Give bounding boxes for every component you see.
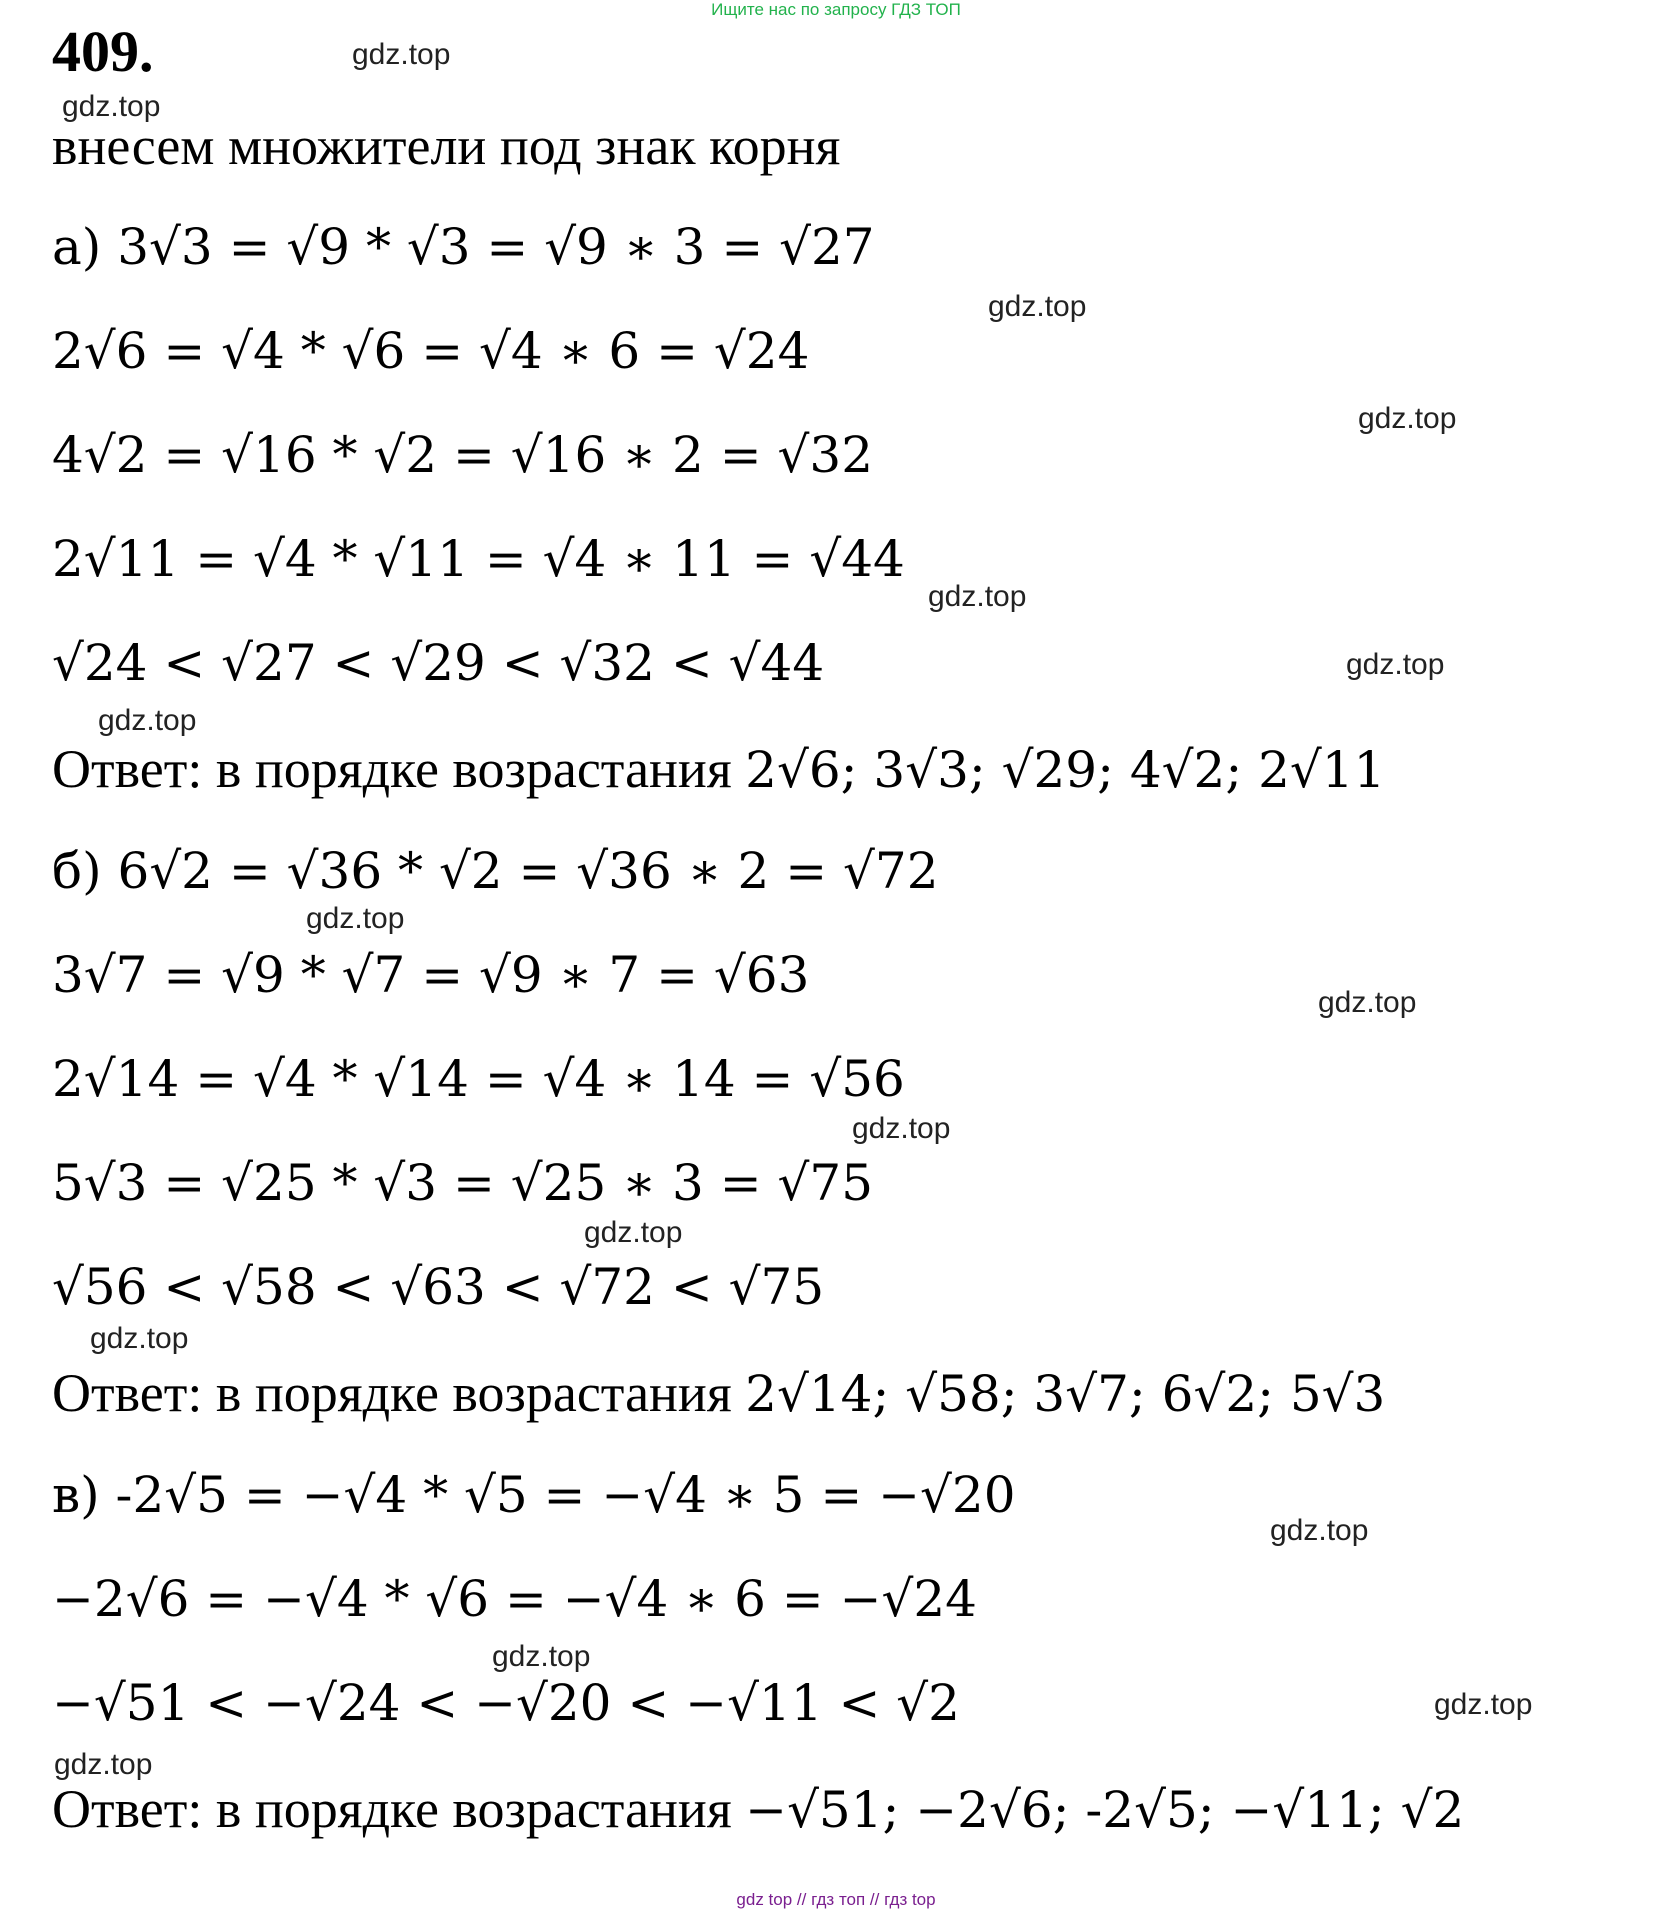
heading: внесем множители под знак корня: [52, 116, 841, 176]
watermark: gdz.top: [1270, 1514, 1369, 1547]
part-b-comparison: √56 < √58 < √63 < √72 < √75: [52, 1258, 825, 1316]
watermark: gdz.top: [98, 704, 197, 737]
watermark: gdz.top: [1358, 402, 1457, 435]
part-b-answer: [52, 1362, 1385, 1424]
answer-sequence: 2√14; √58; 3√7; 6√2; 5√3: [745, 1365, 1386, 1423]
part-a-answer: [52, 738, 1385, 800]
part-c-answer: [52, 1778, 1464, 1840]
part-c-line-1: в) -2√5 = −√4 * √5 = −√4 ∗ 5 = −√20: [52, 1466, 1016, 1524]
watermark: gdz.top: [988, 290, 1087, 323]
watermark: gdz.top: [928, 580, 1027, 613]
part-b-line-2: 3√7 = √9 * √7 = √9 ∗ 7 = √63: [52, 946, 810, 1004]
part-c-line-2: −2√6 = −√4 * √6 = −√4 ∗ 6 = −√24: [52, 1570, 977, 1628]
watermark: gdz.top: [54, 1748, 153, 1781]
part-b-line-1: б) 6√2 = √36 * √2 = √36 ∗ 2 = √72: [52, 842, 939, 900]
watermark: gdz.top: [492, 1640, 591, 1673]
part-a-line-4: 2√11 = √4 * √11 = √4 ∗ 11 = √44: [52, 530, 905, 588]
part-a-comparison: √24 < √27 < √29 < √32 < √44: [52, 634, 825, 692]
part-a-line-3: 4√2 = √16 * √2 = √16 ∗ 2 = √32: [52, 426, 874, 484]
watermark: gdz.top: [852, 1112, 951, 1145]
part-a-line-1: а) 3√3 = √9 * √3 = √9 ∗ 3 = √27: [52, 218, 875, 276]
part-a-line-2: 2√6 = √4 * √6 = √4 ∗ 6 = √24: [52, 322, 810, 380]
task-number: 409.: [52, 19, 154, 84]
part-c-comparison: −√51 < −√24 < −√20 < −√11 < √2: [52, 1674, 960, 1732]
watermark: gdz.top: [306, 902, 405, 935]
watermark: gdz.top: [584, 1216, 683, 1249]
watermark: gdz.top: [1434, 1688, 1533, 1721]
watermark: gdz.top: [90, 1322, 189, 1355]
watermark: gdz.top: [1346, 648, 1445, 681]
answer-sequence: −√51; −2√6; -2√5; −√11; √2: [745, 1781, 1465, 1839]
watermark: gdz.top: [352, 38, 451, 71]
footer-links[interactable]: gdz top // гдз топ // гдз top: [736, 1890, 936, 1909]
top-banner[interactable]: Ищите нас по запросу ГДЗ ТОП: [711, 0, 961, 19]
part-b-line-4: 5√3 = √25 * √3 = √25 ∗ 3 = √75: [52, 1154, 874, 1212]
part-b-line-3: 2√14 = √4 * √14 = √4 ∗ 14 = √56: [52, 1050, 905, 1108]
answer-sequence: 2√6; 3√3; √29; 4√2; 2√11: [745, 741, 1386, 799]
answer-label: Ответ: в порядке возрастания: [52, 1779, 746, 1839]
answer-label: Ответ: в порядке возрастания: [52, 739, 746, 799]
watermark: gdz.top: [1318, 986, 1417, 1019]
answer-label: Ответ: в порядке возрастания: [52, 1363, 746, 1423]
watermark: gdz.top: [62, 90, 161, 123]
